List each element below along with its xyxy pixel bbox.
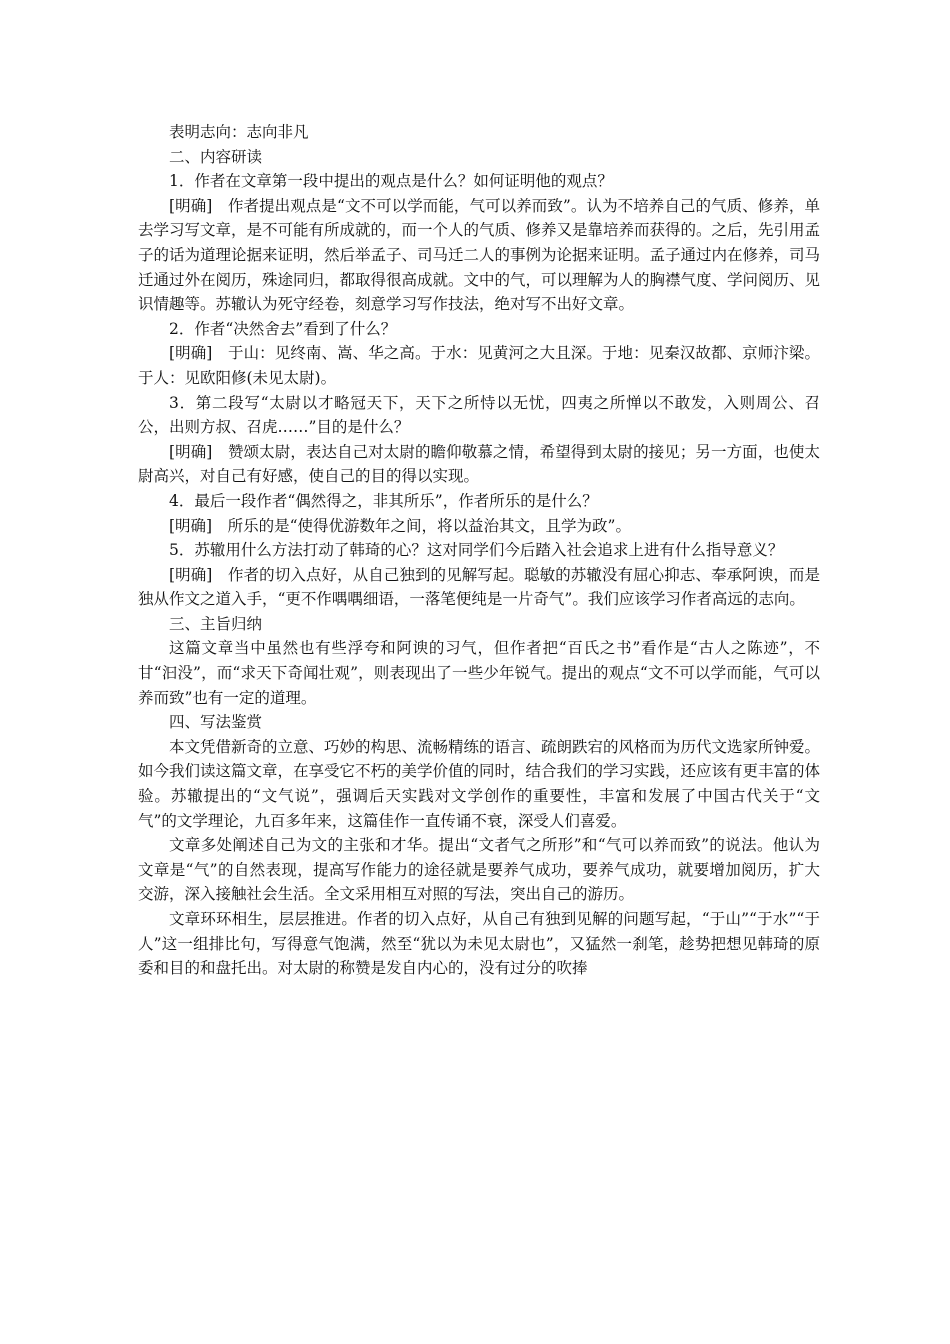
theme-paragraph: 这篇文章当中虽然也有些浮夸和阿谀的习气，但作者把“百氏之书”看作是“古人之陈迹”，不甘“汩没”，而“求天下奇闻壮观”，则表现出了一些少年锐气。提出的观点“文不可以学而能，气可以养而致”也有一定的道理。	[138, 639, 820, 707]
answer-1: [明确] 作者提出观点是“文不可以学而能，气可以养而致”。认为不培养自己的气质、修养，单去学习写文章，是不可能有所成就的，而一个人的气质、修养又是靠培养而获得的。之后，先引用孟子的话为道理论据来证明，然后举孟子、司马迁二人的事例为论据来证明。孟子通过内在修养，司马迁通过外在阅历，殊途同归，都取得很高成就。文中的气，可以理解为人的胸襟气度、学问阅历、见识情趣等。苏辙认为死守经卷，刻意学习写作技法，绝对写不出好文章。	[138, 196, 821, 314]
answer-5: [明确] 作者的切入点好，从自己独到的见解写起。聪敏的苏辙没有屈心抑志、奉承阿谀，而是独从作文之道入手，“更不作喁喁细语，一落笔便纯是一片奇气”。我们应该学习作者高远的志向。	[138, 565, 820, 609]
question-2: 2．作者“决然舍去”看到了什么？	[169, 319, 397, 338]
answer-2: [明确] 于山：见终南、嵩、华之高。于水：见黄河之大且深。于地：见秦汉故都、京师汴梁。于人：见欧阳修(未见太尉)。	[138, 344, 820, 387]
answer-3: [明确] 赞颂太尉，表达自己对太尉的瞻仰敬慕之情，希望得到太尉的接见；另一方面，也使太尉高兴，对自己有好感，使自己的目的得以实现。	[138, 442, 820, 486]
question-5: 5．苏辙用什么方法打动了韩琦的心？这对同学们今后踏入社会追求上进有什么指导意义？	[169, 541, 784, 560]
paragraph-intent-statement: 表明志向：志向非凡	[169, 123, 309, 141]
document-body	[138, 120, 820, 981]
writing-paragraph-3: 文章环环相生，层层推进。作者的切入点好，从自己有独到见解的问题写起，“于山”“于水”“于人”这一组排比句，写得意气饱满，然至“犹以为未见太尉也”，又猛然一刹笔，趁势把想见韩琦的原委和目的和盘托出。对太尉的称赞是发自内心的，没有过分的吹捧	[138, 910, 820, 978]
writing-paragraph-2: 文章多处阐述自己为文的主张和才华。提出“文者气之所形”和“气可以养而致”的说法。他认为文章是“气”的自然表现，提高写作能力的途径就是要养气成功，要养气成功，就要增加阅历，扩大交游，深入接触社会生活。全文采用相互对照的写法，突出自己的游历。	[138, 836, 820, 904]
question-3: 3．第二段写“太尉以才略冠天下，天下之所恃以无忧，四夷之所惮以不敢发，入则周公、召公，出则方叔、召虎……”目的是什么？	[138, 393, 820, 437]
section-heading-writing: 四、写法鉴赏	[169, 713, 263, 732]
question-1: 1．作者在文章第一段中提出的观点是什么？如何证明他的观点？	[169, 172, 613, 191]
section-heading-content-study: 二、内容研读	[169, 147, 263, 166]
writing-paragraph-1: 本文凭借新奇的立意、巧妙的构思、流畅精练的语言、疏朗跌宕的风格而为历代文选家所钟爱。如今我们读这篇文章，在享受它不朽的美学价值的同时，结合我们的学习实践，还应该有更丰富的体验。苏辙提出的“文气说”，强调后天实践对文学创作的重要性，丰富和发展了中国古代关于“文气”的文学理论，九百多年来，这篇佳作一直传诵不衰，深受人们喜爱。	[138, 737, 821, 830]
section-heading-theme: 三、主旨归纳	[169, 614, 263, 633]
question-4: 4．最后一段作者“偶然得之，非其所乐”，作者所乐的是什么？	[169, 491, 598, 510]
answer-4: [明确] 所乐的是“使得优游数年之间，将以益治其文，且学为政”。	[169, 516, 631, 535]
